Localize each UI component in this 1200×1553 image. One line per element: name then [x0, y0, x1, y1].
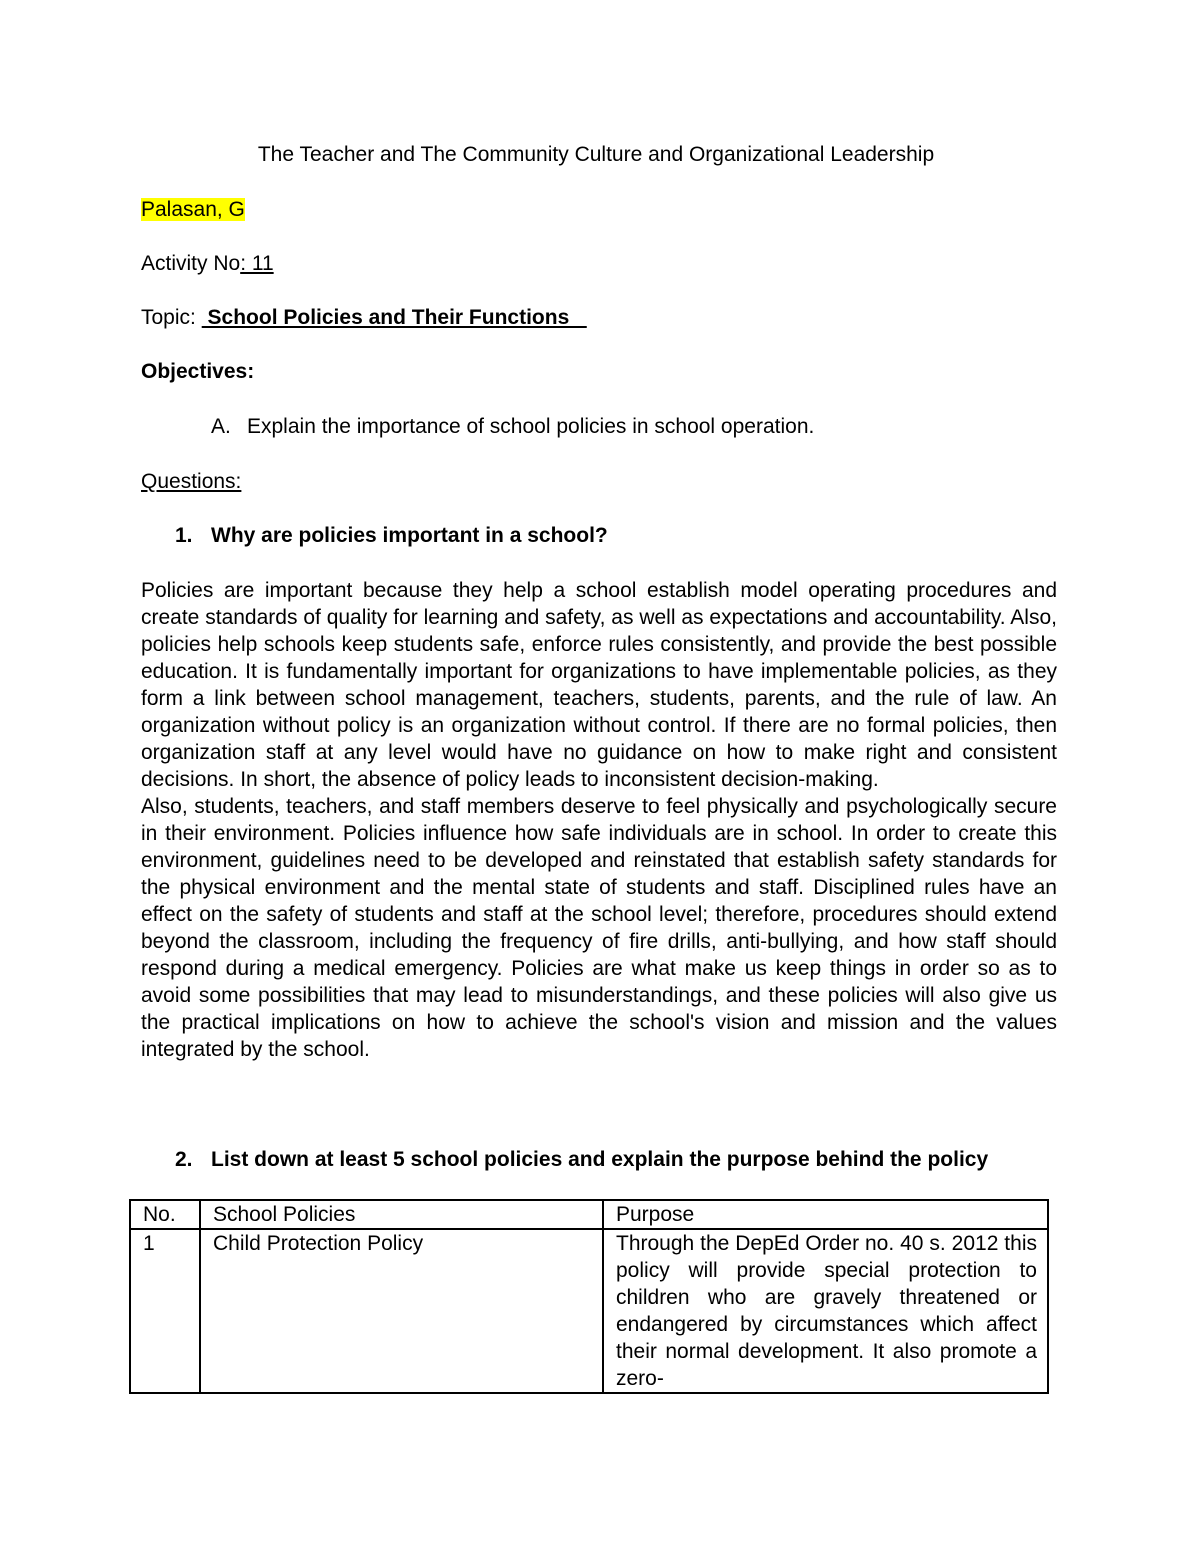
objective-marker: A. [211, 415, 231, 438]
topic-value: School Policies and Their Functions [201, 306, 587, 329]
document-title: The Teacher and The Community Culture and Organizational Leadership [257, 143, 935, 166]
question-1-number: 1. [175, 524, 193, 547]
activity-label: Activity No [141, 252, 241, 275]
table-header-row [130, 1200, 1048, 1229]
objective-item [211, 413, 814, 440]
table-row [130, 1229, 1048, 1393]
activity-number [141, 250, 274, 277]
topic-label: Topic: [141, 306, 202, 329]
question-2-text: List down at least 5 school policies and explain the purpose behind the policy [211, 1148, 989, 1171]
topic-line [141, 304, 587, 331]
author-highlight: Palasan, G [141, 198, 245, 221]
question-1-text: Why are policies important in a school? [211, 524, 608, 547]
answer-1-paragraph-1: Policies are important because they help a school establish model operating procedures and create standards of quality for learning and safety, as well as expectations and accountability. Also, policies help schools keep students safe, enforce rules consistently, and provide the best possible education. It is fundamentally important for organizations to have implementable policies, as they form a link between school management, teachers, students, parents, and the rule of law. An organization without policy is an organization without control. If there are no formal policies, then organization staff at any level would have no guidance on how to make right and consistent decisions. In short, the absence of policy leads to inconsistent decision-making. [141, 579, 1057, 791]
question-2-number: 2. [175, 1148, 193, 1171]
answer-1 [141, 577, 1057, 1063]
row-purpose: Through the DepEd Order no. 40 s. 2012 this policy will provide special protection to children who are gravely threatened or endangered by circumstances which affect their normal development. It also promote a zero- [616, 1232, 1037, 1390]
header-purpose: Purpose [603, 1200, 1048, 1229]
objective-text: Explain the importance of school policies in school operation. [247, 415, 815, 438]
header-no: No. [130, 1200, 200, 1229]
row-purpose-cell [603, 1229, 1048, 1393]
objectives-heading: Objectives: [141, 360, 255, 383]
question-2 [175, 1146, 1057, 1173]
questions-heading: Questions: [141, 470, 242, 493]
policies-table [129, 1199, 1049, 1394]
row-no: 1 [130, 1229, 200, 1393]
activity-value: : 11 [240, 252, 274, 275]
author-name [141, 196, 245, 223]
header-school-policies: School Policies [200, 1200, 603, 1229]
question-1 [175, 522, 608, 549]
row-policy: Child Protection Policy [200, 1229, 603, 1393]
answer-1-paragraph-2: Also, students, teachers, and staff members deserve to feel physically and psychologically secure in their environment. Policies influence how safe individuals are in school. In order to create this environment, guidelines need to be developed and reinstated that establish safety standards for the physical environment and the mental state of students and staff. Disciplined rules have an effect on the safety of students and staff at the school level; therefore, procedures should extend beyond the classroom, including the frequency of fire drills, anti-bullying, and how staff should respond during a medical emergency. Policies are what make us keep things in order so as to avoid some possibilities that may lead to misunderstandings, and these policies will also give us the practical implications on how to achieve the school's vision and mission and the values integrated by the school. [141, 795, 1057, 1061]
